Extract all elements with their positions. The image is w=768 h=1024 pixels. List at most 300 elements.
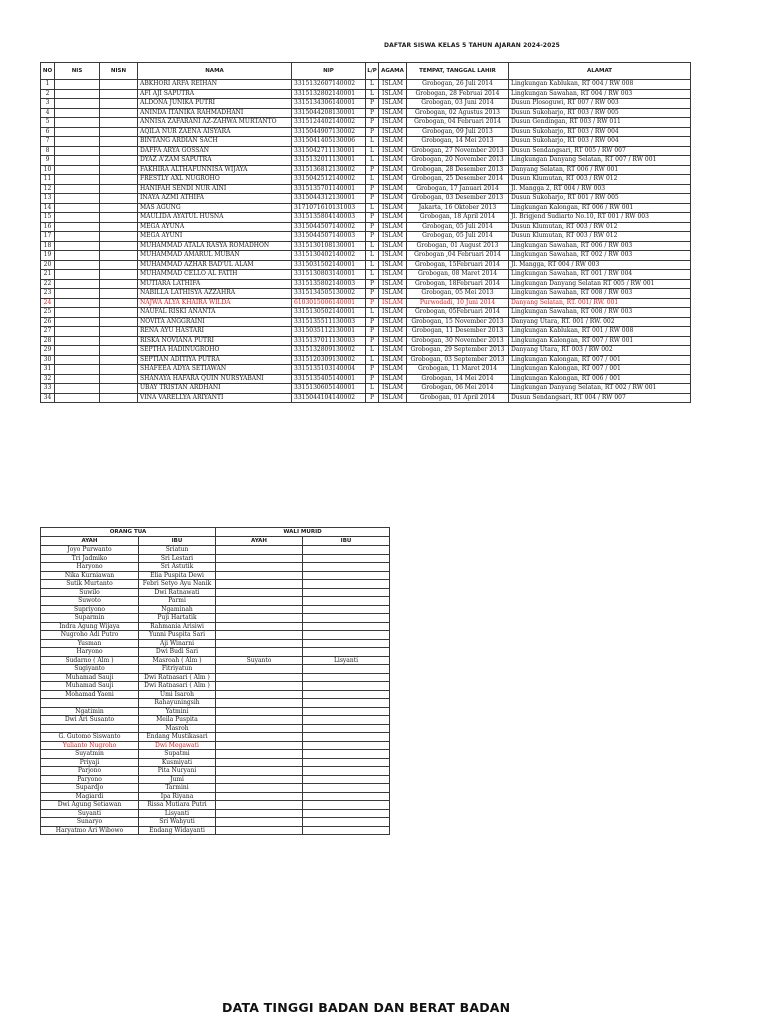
cell-alamat: Dusun Sendangsari, RT 005 / RW 007 [509,146,691,156]
cell-ibu: Sri Astutik [139,563,216,572]
cell-nis [55,232,100,242]
header-ttl: TEMPAT, TANGGAL LAHIR [407,63,509,80]
table-row [41,365,691,375]
cell-no: 14 [41,203,55,213]
cell-nis [55,279,100,289]
cell-ttl: Grobogan, 14 Mei 2014 [407,374,509,384]
cell-nip: 3315135405140001 [292,374,366,384]
cell-nis [55,156,100,166]
cell-no: 9 [41,156,55,166]
cell-alamat: Lingkungan Sawahan, RT 006 / RW 003 [509,241,691,251]
cell-alamat: Lingkungan Sawahan, RT 008 / RW 003 [509,289,691,299]
cell-no: 32 [41,374,55,384]
cell-nip: 3315130605140001 [292,384,366,394]
cell-agama: ISLAM [379,270,407,280]
cell-nis [55,384,100,394]
cell-ayah: Joyo Purwanto [41,546,139,555]
cell-ttl: Purwodadi, 10 Juni 2014 [407,298,509,308]
cell-nisn [100,374,138,384]
cell-wali-ayah [216,818,303,827]
cell-ibu: Endang Widayanti [139,826,216,835]
cell-ttl: Grobogan, 05 Mei 2013 [407,289,509,299]
cell-wali-ibu [303,597,390,606]
cell-ttl: Grobogan, 09 Juli 2013 [407,127,509,137]
cell-nis [55,393,100,403]
cell-ibu: Jumi [139,775,216,784]
cell-nisn [100,260,138,270]
cell-ttl: Grobogan, 01 August 2013 [407,241,509,251]
cell-nisn [100,108,138,118]
cell-agama: ISLAM [379,213,407,223]
table-row [41,750,390,759]
table-row [41,792,390,801]
cell-ttl: Grobogan, 03 Juni 2014 [407,99,509,109]
cell-nis [55,80,100,90]
cell-ttl: Grobogan, 18 April 2014 [407,213,509,223]
cell-ttl: Grobogan, 20 November 2013 [407,156,509,166]
cell-ayah: Haryono [41,563,139,572]
cell-lp: P [366,365,379,375]
cell-ayah: Sutik Murtanto [41,580,139,589]
cell-ttl: Grobogan, 11 Maret 2014 [407,365,509,375]
table-row [41,733,390,742]
table-row [41,622,390,631]
cell-ttl: Grobogan, 27 November 2013 [407,146,509,156]
cell-nisn [100,384,138,394]
table-row [41,127,691,137]
cell-ibu: Parmi [139,597,216,606]
cell-agama: ISLAM [379,184,407,194]
cell-wali-ayah [216,563,303,572]
cell-agama: ISLAM [379,365,407,375]
cell-ayah: Yulianto Nugroho [41,741,139,750]
cell-lp: L [366,156,379,166]
cell-ttl: Grobogan, 02 Agustus 2013 [407,108,509,118]
cell-alamat: Dusun Klumutan, RT 003 / RW 012 [509,222,691,232]
cell-lp: P [366,184,379,194]
cell-wali-ibu [303,682,390,691]
cell-no: 15 [41,213,55,223]
cell-ayah: Ngatimin [41,707,139,716]
cell-alamat: Danyang Selatan, RT. 001/ RW. 001 [509,298,691,308]
cell-wali-ayah [216,801,303,810]
cell-ayah: Supardjo [41,784,139,793]
cell-nip: 3315042711130001 [292,146,366,156]
cell-nip: 3315044507140002 [292,222,366,232]
cell-lp: P [366,99,379,109]
cell-alamat: Lingkungan Sawahan, RT 002 / RW 003 [509,251,691,261]
cell-ibu: Fitriyatun [139,665,216,674]
cell-agama: ISLAM [379,298,407,308]
cell-agama: ISLAM [379,346,407,356]
cell-agama: ISLAM [379,374,407,384]
cell-ayah: Priyaji [41,758,139,767]
cell-nis [55,374,100,384]
cell-wali-ibu [303,588,390,597]
cell-no: 33 [41,384,55,394]
cell-lp: L [366,384,379,394]
cell-ttl: Grobogan, 17 Januari 2014 [407,184,509,194]
cell-ayah: Dwi Ari Susanto [41,716,139,725]
table-row [41,279,691,289]
cell-no: 28 [41,336,55,346]
table-row [41,656,390,665]
cell-nama: MUTIARA LATHIFA [138,279,292,289]
table-row [41,571,390,580]
cell-ibu: Dwi Budi Sari [139,648,216,657]
cell-ayah: Indra Agung Wijaya [41,622,139,631]
cell-nip: 3315135804140003 [292,213,366,223]
cell-nip: 3315044208130001 [292,108,366,118]
cell-ttl: Grobogan, 29 September 2013 [407,346,509,356]
table-row [41,716,390,725]
cell-lp: L [366,308,379,318]
cell-wali-ayah [216,631,303,640]
cell-wali-ibu [303,563,390,572]
cell-agama: ISLAM [379,384,407,394]
cell-nisn [100,317,138,327]
cell-no: 16 [41,222,55,232]
cell-wali-ibu [303,741,390,750]
cell-agama: ISLAM [379,194,407,204]
cell-ibu: Sri Lestari [139,554,216,563]
cell-lp: P [366,108,379,118]
table-row [41,784,390,793]
cell-wali-ayah [216,775,303,784]
cell-alamat: Lingkungan Sawahan, RT 001 / RW 004 [509,270,691,280]
cell-ayah: Dwi Agung Setiawan [41,801,139,810]
table-row [41,346,691,356]
cell-wali-ibu [303,631,390,640]
cell-nama: SEPTIAN ADITIYA PUTRA [138,355,292,365]
cell-no: 30 [41,355,55,365]
cell-ibu: Dwi Ratnasari ( Alm ) [139,682,216,691]
cell-nip: 3315042512140002 [292,175,366,185]
cell-nama: MUHAMMAD ATALA RASYA ROMADHON [138,241,292,251]
cell-ayah: Magiardi [41,792,139,801]
table-row [41,741,390,750]
cell-wali-ayah [216,580,303,589]
cell-ayah: Muhamad Sauji [41,673,139,682]
table-row [41,184,691,194]
cell-ibu: Dwi Ratnawati [139,588,216,597]
cell-nama: DYAZ A'ZAM SAPUTRA [138,156,292,166]
cell-wali-ibu [303,733,390,742]
cell-no: 12 [41,184,55,194]
cell-agama: ISLAM [379,108,407,118]
table-row [41,588,390,597]
table-row [41,605,390,614]
cell-nis [55,308,100,318]
cell-wali-ayah [216,597,303,606]
cell-wali-ibu [303,673,390,682]
cell-nama: MAS AGUNG [138,203,292,213]
cell-ibu: Febri Setyo Ayu Nanik [139,580,216,589]
cell-ayah: Suyatmin [41,750,139,759]
cell-nip: 3315124402140002 [292,118,366,128]
table-row [41,165,691,175]
cell-wali-ibu [303,605,390,614]
table-row [41,336,691,346]
table-row [41,818,390,827]
table-row [41,393,691,403]
cell-alamat: Dusun Sukoharjo, RT 001 / RW 005 [509,194,691,204]
cell-agama: ISLAM [379,165,407,175]
cell-ibu: Yatmini [139,707,216,716]
cell-ttl: Grobogan, 28 Desember 2013 [407,165,509,175]
cell-ayah [41,724,139,733]
cell-nis [55,222,100,232]
cell-nama: SEPTHA HADINUGROHO [138,346,292,356]
table-row [41,801,390,810]
header-lp: L/P [366,63,379,80]
cell-wali-ayah [216,716,303,725]
cell-ayah: Suparmin [41,614,139,623]
cell-nis [55,108,100,118]
cell-wali-ayah [216,622,303,631]
cell-lp: P [366,165,379,175]
cell-ayah: Yusman [41,639,139,648]
cell-agama: ISLAM [379,336,407,346]
cell-agama: ISLAM [379,203,407,213]
table-row [41,89,691,99]
parents-table [40,527,390,835]
cell-nisn [100,99,138,109]
cell-ayah: Parjono [41,767,139,776]
cell-nisn [100,118,138,128]
cell-nama: ANINDA ITANIKA RAHMADHANI [138,108,292,118]
cell-ttl: Grobogan, 11 Desember 2013 [407,327,509,337]
cell-nis [55,317,100,327]
cell-lp: L [366,241,379,251]
cell-wali-ayah [216,699,303,708]
cell-ibu: Yunni Puspita Sari [139,631,216,640]
cell-nama: MUHAMMAD AMARUL MUBAN [138,251,292,261]
cell-alamat: Lingkungan Kalongan, RT 007 / 001 [509,365,691,375]
cell-alamat: Danyang Utara, RT. 001 / RW. 002 [509,317,691,327]
cell-alamat: Lingkungan Kablukan, RT 001 / RW 008 [509,327,691,337]
cell-no: 17 [41,232,55,242]
cell-lp: P [366,336,379,346]
cell-wali-ibu [303,809,390,818]
table-row [41,563,390,572]
cell-nama: FRESTLY AXL NUGROHO [138,175,292,185]
cell-nip: 6103015006140001 [292,298,366,308]
cell-ayah: Supriyono [41,605,139,614]
cell-wali-ayah [216,571,303,580]
cell-ayah: Suyanti [41,809,139,818]
cell-lp: P [366,327,379,337]
cell-ibu: Rahmania Arisiwi [139,622,216,631]
cell-nip: 3315132809130002 [292,346,366,356]
cell-wali-ayah [216,724,303,733]
cell-no: 11 [41,175,55,185]
cell-nisn [100,308,138,318]
cell-nis [55,118,100,128]
table-row [41,758,390,767]
table-row [41,355,691,365]
cell-no: 1 [41,80,55,90]
cell-wali-ibu: Lisyanti [303,656,390,665]
cell-alamat: Jl. Mangga 2, RT 004 / RW 003 [509,184,691,194]
cell-ttl: Grobogan, 05 Juli 2014 [407,222,509,232]
cell-wali-ibu [303,639,390,648]
cell-ibu: Supatmi [139,750,216,759]
cell-ibu: Sri Wahyuti [139,818,216,827]
cell-nis [55,260,100,270]
cell-nisn [100,137,138,147]
cell-agama: ISLAM [379,156,407,166]
cell-alamat: Jl. Mangga, RT 004 / RW 003 [509,260,691,270]
cell-lp: P [366,289,379,299]
cell-nisn [100,156,138,166]
cell-ttl: Grobogan, 05Februari 2014 [407,308,509,318]
cell-nama: MUHAMMAD CELLO AL FATIH [138,270,292,280]
cell-nisn [100,232,138,242]
cell-ayah: Mohamad Yaeni [41,690,139,699]
cell-wali-ibu [303,707,390,716]
cell-agama: ISLAM [379,127,407,137]
cell-ayah: Haryono [41,648,139,657]
cell-ttl: Grobogan, 26 Juli 2014 [407,80,509,90]
table-row [41,648,390,657]
table-row [41,308,691,318]
cell-nip: 3315044104140002 [292,393,366,403]
table-row [41,118,691,128]
section-title: DATA TINGGI BADAN DAN BERAT BADAN [222,1000,511,1015]
cell-wali-ibu [303,716,390,725]
cell-wali-ayah [216,648,303,657]
header-nip: NIP [292,63,366,80]
cell-wali-ayah: Suyanto [216,656,303,665]
cell-ayah: Suwoto [41,597,139,606]
table-row [41,665,390,674]
cell-ibu: Kusmiyati [139,758,216,767]
cell-alamat: Dusun Plosoguwi, RT 007 / RW 003 [509,99,691,109]
header-orang-tua: ORANG TUA [41,528,216,537]
table-row [41,137,691,147]
table-row [41,99,691,109]
cell-agama: ISLAM [379,260,407,270]
cell-agama: ISLAM [379,175,407,185]
cell-nis [55,194,100,204]
header-no: NO [41,63,55,80]
cell-ibu: Endang Mustikasari [139,733,216,742]
cell-nip: 3315135802140003 [292,279,366,289]
cell-wali-ayah [216,767,303,776]
cell-ttl: Grobogan, 03 Desember 2013 [407,194,509,204]
cell-nisn [100,146,138,156]
table-row [41,108,691,118]
cell-nip: 3315120309130002 [292,355,366,365]
cell-lp: L [366,80,379,90]
cell-no: 29 [41,346,55,356]
cell-nis [55,175,100,185]
cell-no: 23 [41,289,55,299]
cell-nisn [100,355,138,365]
cell-alamat: Lingkungan Kablukan, RT 004 / RW 008 [509,80,691,90]
cell-ayah: Nugroho Adi Putro [41,631,139,640]
cell-ibu: Masroh [139,724,216,733]
cell-alamat: Lingkungan Kalongan, RT 006 / RW 001 [509,203,691,213]
cell-ibu: Tarmini [139,784,216,793]
table-row [41,614,390,623]
cell-no: 5 [41,118,55,128]
cell-nisn [100,175,138,185]
table-row [41,213,691,223]
cell-lp: L [366,355,379,365]
cell-ibu: Sriatun [139,546,216,555]
cell-wali-ayah [216,605,303,614]
cell-nis [55,241,100,251]
cell-wali-ayah [216,792,303,801]
cell-alamat: Lingkungan Sawahan, RT 004 / RW 003 [509,89,691,99]
cell-no: 27 [41,327,55,337]
cell-no: 3 [41,99,55,109]
cell-nama: AQILA NUR ZAENA AISYARA [138,127,292,137]
cell-lp: L [366,203,379,213]
cell-no: 2 [41,89,55,99]
cell-nip: 3171071610131003 [292,203,366,213]
cell-nip: 3315044907130002 [292,127,366,137]
cell-ttl: Grobogan, 04 Februari 2014 [407,118,509,128]
cell-nisn [100,289,138,299]
cell-wali-ayah [216,639,303,648]
cell-agama: ISLAM [379,289,407,299]
table-row [41,289,691,299]
cell-agama: ISLAM [379,241,407,251]
cell-nip: 3315132011130001 [292,156,366,166]
table-row [41,384,691,394]
cell-ayah: Nika Kurniawan [41,571,139,580]
cell-nisn [100,279,138,289]
header-wali-murid: WALI MURID [216,528,390,537]
student-table-header [41,63,691,80]
cell-alamat: Dusun Klumutan, RT 003 / RW 012 [509,175,691,185]
cell-agama: ISLAM [379,99,407,109]
cell-nama: NOVITA ANGGRAINI [138,317,292,327]
cell-nip: 3315135701140001 [292,184,366,194]
cell-ayah: Sugiyanto [41,665,139,674]
cell-wali-ibu [303,699,390,708]
cell-wali-ayah [216,733,303,742]
cell-lp: P [366,279,379,289]
cell-ayah: Haryatmo Ari Wibowo [41,826,139,835]
cell-nama: MAULIDA AYATUL HUSNA [138,213,292,223]
cell-lp: P [366,374,379,384]
cell-wali-ibu [303,724,390,733]
cell-no: 26 [41,317,55,327]
cell-agama: ISLAM [379,308,407,318]
cell-nama: SHAFEEA ADYA SETIAWAN [138,365,292,375]
cell-nis [55,298,100,308]
cell-wali-ibu [303,767,390,776]
cell-nisn [100,346,138,356]
cell-nisn [100,270,138,280]
cell-agama: ISLAM [379,393,407,403]
cell-nip: 3315035112130001 [292,327,366,337]
cell-lp: P [366,298,379,308]
cell-nisn [100,80,138,90]
cell-ibu: Meila Puspita [139,716,216,725]
cell-nisn [100,127,138,137]
table-row [41,724,390,733]
cell-nama: VINA VARELLYA ARIYANTI [138,393,292,403]
header-wali-ayah: AYAH [216,537,303,546]
cell-nis [55,137,100,147]
cell-nip: 3315134505130002 [292,289,366,299]
table-row [41,298,691,308]
